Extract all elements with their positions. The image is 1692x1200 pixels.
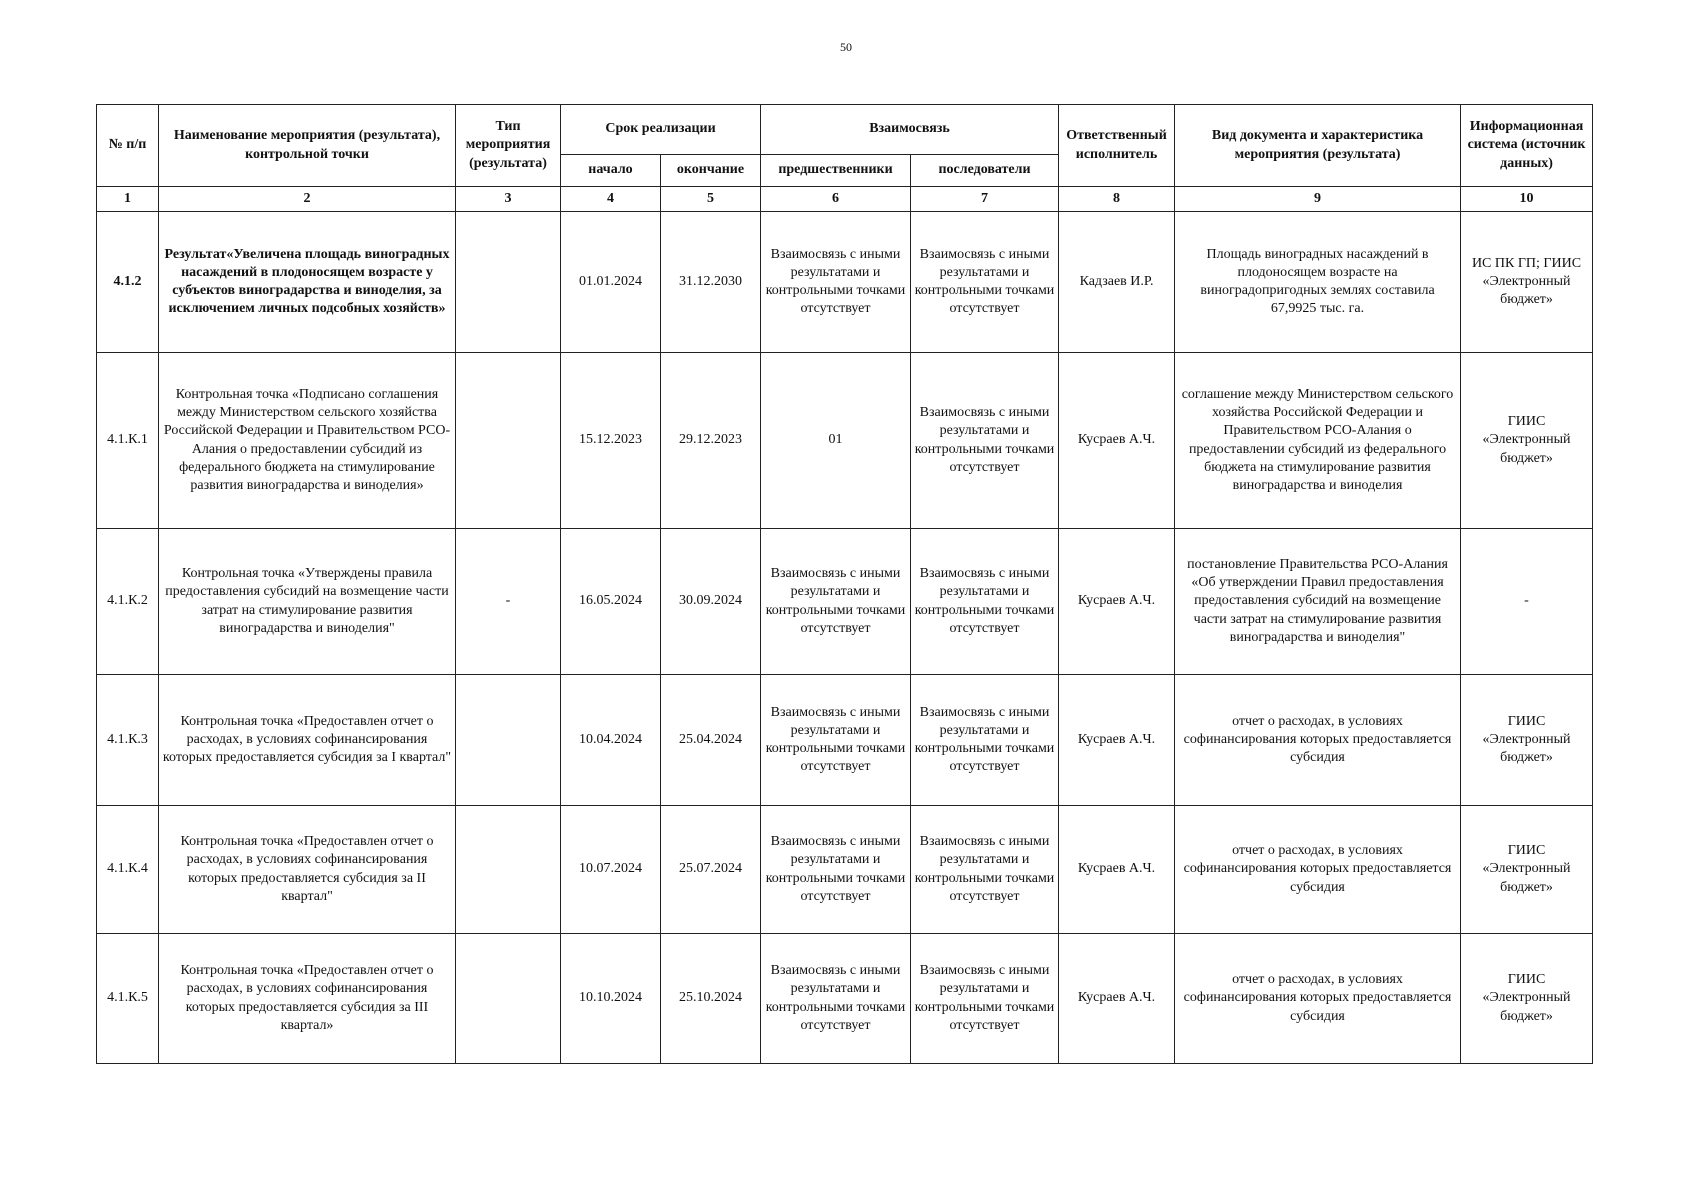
row-info: ГИИС «Электронный бюджет» [1461,353,1593,529]
row-info: ГИИС «Электронный бюджет» [1461,675,1593,806]
column-number: 6 [761,187,911,212]
row-succ: Взаимосвязь с иными результатами и контрольными точками отсутствует [911,529,1059,675]
row-end: 29.12.2023 [661,353,761,529]
row-info: ГИИС «Электронный бюджет» [1461,806,1593,934]
row-doc: Площадь виноградных насаждений в плодоносящем возрасте на виноградопригодных землях составила 67,9925 тыс. га. [1175,212,1461,353]
header-resp: Ответственный исполнитель [1059,105,1175,187]
row-code: 4.1.К.5 [97,934,159,1064]
row-succ: Взаимосвязь с иными результатами и контрольными точками отсутствует [911,806,1059,934]
row-resp: Кусраев А.Ч. [1059,675,1175,806]
row-type [456,934,561,1064]
table-row [97,675,1593,806]
header-start: начало [561,155,661,187]
row-code: 4.1.К.3 [97,675,159,806]
header-name: Наименование мероприятия (результата), контрольной точки [159,105,456,187]
column-number: 4 [561,187,661,212]
row-type [456,353,561,529]
row-type [456,675,561,806]
row-succ: Взаимосвязь с иными результатами и контрольными точками отсутствует [911,212,1059,353]
row-doc: отчет о расходах, в условиях софинансирования которых предоставляется субсидия [1175,675,1461,806]
row-pred: Взаимосвязь с иными результатами и контрольными точками отсутствует [761,675,911,806]
table-header [97,105,1593,212]
table-body [97,212,1593,1064]
header-end: окончание [661,155,761,187]
column-number: 5 [661,187,761,212]
row-code: 4.1.2 [97,212,159,353]
row-pred: Взаимосвязь с иными результатами и контрольными точками отсутствует [761,934,911,1064]
header-doc: Вид документа и характеристика мероприятия (результата) [1175,105,1461,187]
header-succ: последователи [911,155,1059,187]
table-row [97,806,1593,934]
row-resp: Кусраев А.Ч. [1059,353,1175,529]
row-doc: соглашение между Министерством сельского хозяйства Российской Федерации и Правительством РСО-Алания о предоставлении субсидий из федерального бюджета на стимулирование развития виноградарства и виноделия [1175,353,1461,529]
row-doc: отчет о расходах, в условиях софинансирования которых предоставляется субсидия [1175,934,1461,1064]
row-info: ИС ПК ГП; ГИИС «Электронный бюджет» [1461,212,1593,353]
row-type [456,806,561,934]
row-pred: Взаимосвязь с иными результатами и контрольными точками отсутствует [761,529,911,675]
row-resp: Кусраев А.Ч. [1059,806,1175,934]
row-pred: 01 [761,353,911,529]
row-name: Результат«Увеличена площадь виноградных насаждений в плодоносящем возрасте у субъектов виноградарства и виноделия, за исключением личных подсобных хозяйств» [159,212,456,353]
row-code: 4.1.К.2 [97,529,159,675]
column-number: 9 [1175,187,1461,212]
column-number: 8 [1059,187,1175,212]
row-doc: отчет о расходах, в условиях софинансирования которых предоставляется субсидия [1175,806,1461,934]
row-succ: Взаимосвязь с иными результатами и контрольными точками отсутствует [911,675,1059,806]
table-row [97,934,1593,1064]
row-start: 15.12.2023 [561,353,661,529]
column-number: 2 [159,187,456,212]
row-succ: Взаимосвязь с иными результатами и контрольными точками отсутствует [911,934,1059,1064]
header-pred: предшественники [761,155,911,187]
row-start: 10.07.2024 [561,806,661,934]
row-type: - [456,529,561,675]
row-doc: постановление Правительства РСО-Алания «Об утверждении Правил предоставления предоставления субсидий на возмещение части затрат на стимулирование развития виноградарства и виноделия" [1175,529,1461,675]
row-start: 10.04.2024 [561,675,661,806]
column-number: 10 [1461,187,1593,212]
row-succ: Взаимосвязь с иными результатами и контрольными точками отсутствует [911,353,1059,529]
row-pred: Взаимосвязь с иными результатами и контрольными точками отсутствует [761,806,911,934]
row-start: 16.05.2024 [561,529,661,675]
row-code: 4.1.К.4 [97,806,159,934]
header-num: № п/п [97,105,159,187]
plan-table [96,104,1593,1064]
row-name: Контрольная точка «Предоставлен отчет о расходах, в условиях софинансирования которых предоставляется субсидия за I квартал" [159,675,456,806]
row-name: Контрольная точка «Предоставлен отчет о расходах, в условиях софинансирования которых предоставляется субсидия за II квартал" [159,806,456,934]
row-pred: Взаимосвязь с иными результатами и контрольными точками отсутствует [761,212,911,353]
row-name: Контрольная точка «Предоставлен отчет о расходах, в условиях софинансирования которых предоставляется субсидия за III квартал» [159,934,456,1064]
table-row [97,353,1593,529]
header-term: Срок реализации [561,105,761,155]
row-start: 01.01.2024 [561,212,661,353]
column-numbers-row [97,187,1593,212]
header-link: Взаимосвязь [761,105,1059,155]
row-end: 25.10.2024 [661,934,761,1064]
column-number: 3 [456,187,561,212]
row-resp: Кусраев А.Ч. [1059,934,1175,1064]
column-number: 1 [97,187,159,212]
row-end: 25.04.2024 [661,675,761,806]
column-number: 7 [911,187,1059,212]
row-resp: Кусраев А.Ч. [1059,529,1175,675]
row-info: ГИИС «Электронный бюджет» [1461,934,1593,1064]
row-type [456,212,561,353]
row-info: - [1461,529,1593,675]
row-name: Контрольная точка «Утверждены правила предоставления субсидий на возмещение части затрат на стимулирование развития виноградарства и виноделия" [159,529,456,675]
row-end: 25.07.2024 [661,806,761,934]
page-number: 50 [840,40,852,54]
header-type: Тип мероприятия (результата) [456,105,561,187]
row-start: 10.10.2024 [561,934,661,1064]
table-row [97,212,1593,353]
header-info: Информационная система (источник данных) [1461,105,1593,187]
table-row [97,529,1593,675]
row-code: 4.1.К.1 [97,353,159,529]
row-name: Контрольная точка «Подписано соглашения между Министерством сельского хозяйства Российской Федерации и Правительством РСО-Алания о предоставлении субсидий из федерального бюджета на стимулирование развития виноградарства и виноделия» [159,353,456,529]
row-end: 31.12.2030 [661,212,761,353]
row-resp: Кадзаев И.Р. [1059,212,1175,353]
row-end: 30.09.2024 [661,529,761,675]
